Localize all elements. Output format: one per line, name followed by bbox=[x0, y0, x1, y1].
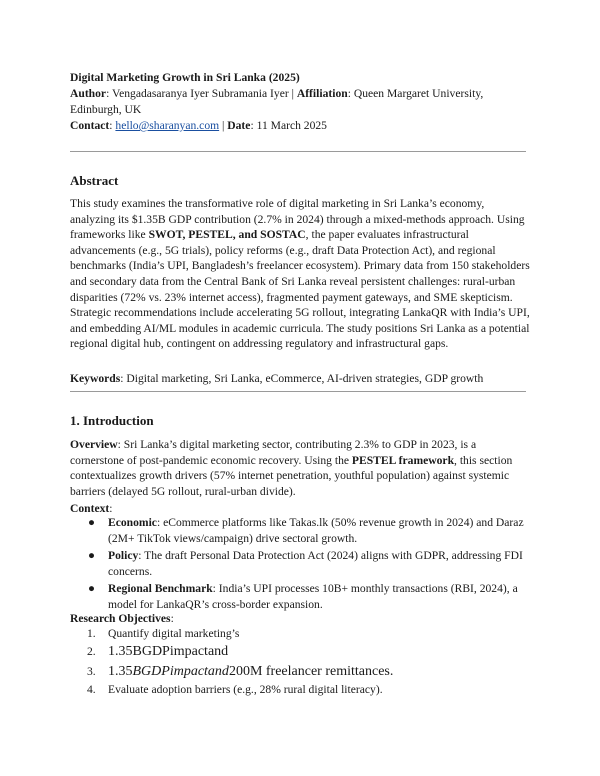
date-label: Date bbox=[227, 119, 251, 132]
item-number: 2. bbox=[87, 644, 96, 658]
objective-text: 1.35BGDPimpactand bbox=[108, 643, 229, 659]
abstract-text bbox=[70, 196, 530, 352]
author-label: Author bbox=[70, 87, 107, 100]
author-name: : Vengadasaranya Iyer Subramania Iyer | bbox=[106, 87, 297, 100]
abstract-part-2: , the paper evaluates infrastructural advancements (e.g., 5G trials), policy reforms (e.g., draft Data Protection Act), and regional benchmarks (India’s UPI, Bangladesh’s freelancer ecosystem). Primary data from 150 stakeholders and secondary data from the Central Bank of Sri Lanka reveal persistent challenges: rural-urban disparities (72% vs. 23% internet access), fragmented payment gateways, and SME skepticism. Strategic recommendations include accelerating 5G rollout, integrating LankaQR with India’s UPI, and embedding AI/ML modules in academic curricula. The study positions Sri Lanka as a potential regional digital hub, contingent on addressing regulatory and infrastructural gaps. bbox=[70, 228, 530, 351]
objective-text: Evaluate adoption barriers (e.g., 28% rural digital literacy). bbox=[108, 682, 383, 696]
objective-text: 1.35 bbox=[108, 663, 133, 679]
list-item bbox=[70, 642, 530, 662]
abstract-frameworks: SWOT, PESTEL, and SOSTAC bbox=[148, 228, 306, 242]
overview-text-2: , this section contextualizes growth drivers (57% internet penetration, youthful population) against systemic barriers (delayed 5G rollout, rural-urban divide). bbox=[70, 453, 513, 498]
abstract-heading: Abstract bbox=[70, 173, 119, 188]
list-item bbox=[70, 662, 530, 682]
author-line bbox=[70, 86, 530, 117]
context-item-text: : The draft Personal Data Protection Act (2024) aligns with GDPR, addressing FDI concerns. bbox=[108, 549, 523, 578]
list-item bbox=[70, 581, 530, 612]
list-item bbox=[70, 626, 530, 642]
item-number: 3. bbox=[87, 664, 96, 678]
bullet-icon: ● bbox=[88, 549, 96, 563]
item-number: 1. bbox=[87, 627, 96, 640]
keywords-label: Keywords bbox=[70, 372, 121, 385]
divider bbox=[70, 151, 526, 152]
objectives-list bbox=[70, 626, 530, 697]
keywords-line bbox=[70, 371, 530, 387]
context-item-label: Economic bbox=[108, 516, 157, 529]
context-colon: : bbox=[109, 502, 113, 515]
overview-label: Overview bbox=[70, 438, 118, 451]
paper-title: Digital Marketing Growth in Sri Lanka (2025) bbox=[70, 71, 300, 84]
overview-paragraph bbox=[70, 437, 530, 499]
objective-text: 200M freelancer remittances. bbox=[228, 663, 394, 679]
context-item-label: Policy bbox=[108, 549, 139, 563]
list-item bbox=[70, 515, 530, 546]
affiliation-label: Affiliation bbox=[296, 87, 348, 100]
objective-text: Quantify digital marketing’s bbox=[108, 627, 240, 640]
divider bbox=[70, 391, 526, 392]
item-number: 4. bbox=[87, 682, 96, 696]
context-item-text: : India’s UPI processes 10B+ monthly transactions (RBI, 2024), a model for LankaQR’s cross-border expansion. bbox=[108, 582, 518, 611]
context-list bbox=[70, 515, 530, 615]
research-objectives-colon: : bbox=[170, 612, 174, 625]
research-objectives-text: Research Objectives bbox=[70, 612, 171, 625]
list-item bbox=[70, 548, 530, 579]
contact-label: Contact bbox=[70, 119, 110, 132]
objective-text-italic: BGDPimpactand bbox=[132, 663, 229, 679]
date-value: : 11 March 2025 bbox=[250, 119, 327, 132]
email-link[interactable]: hello@sharanyan.com bbox=[115, 119, 220, 132]
context-label-text: Context bbox=[70, 502, 110, 515]
research-objectives-label bbox=[70, 611, 530, 627]
bullet-icon: ● bbox=[88, 516, 96, 529]
affiliation-value: : Queen Margaret University, Edinburgh, UK bbox=[70, 87, 484, 116]
context-item-text: : eCommerce platforms like Takas.lk (50% revenue growth in 2024) and Daraz (2M+ TikTok views/campaign) drive sectoral growth. bbox=[108, 516, 524, 545]
list-item bbox=[70, 682, 530, 698]
abstract-part-1: This study examines the transformative role of digital marketing in Sri Lanka’s economy, analyzing its $1.35B GDP contribution (2.7% in 2024) through a mixed-methods approach. Using frameworks like bbox=[70, 197, 525, 242]
bullet-icon: ● bbox=[88, 582, 96, 596]
overview-text-1: : Sri Lanka’s digital marketing sector, contributing 2.3% to GDP in 2023, is a cornerstone of post-pandemic economic recovery. Using the bbox=[70, 438, 477, 467]
introduction-heading: 1. Introduction bbox=[70, 413, 154, 428]
keywords-value: : Digital marketing, Sri Lanka, eCommerce, AI-driven strategies, GDP growth bbox=[120, 372, 484, 385]
contact-line bbox=[70, 118, 530, 134]
context-item-label: Regional Benchmark bbox=[108, 582, 213, 596]
pestel-framework: PESTEL framework bbox=[351, 453, 455, 467]
pipe-separator: | bbox=[219, 119, 228, 132]
contact-separator: : bbox=[109, 119, 116, 132]
